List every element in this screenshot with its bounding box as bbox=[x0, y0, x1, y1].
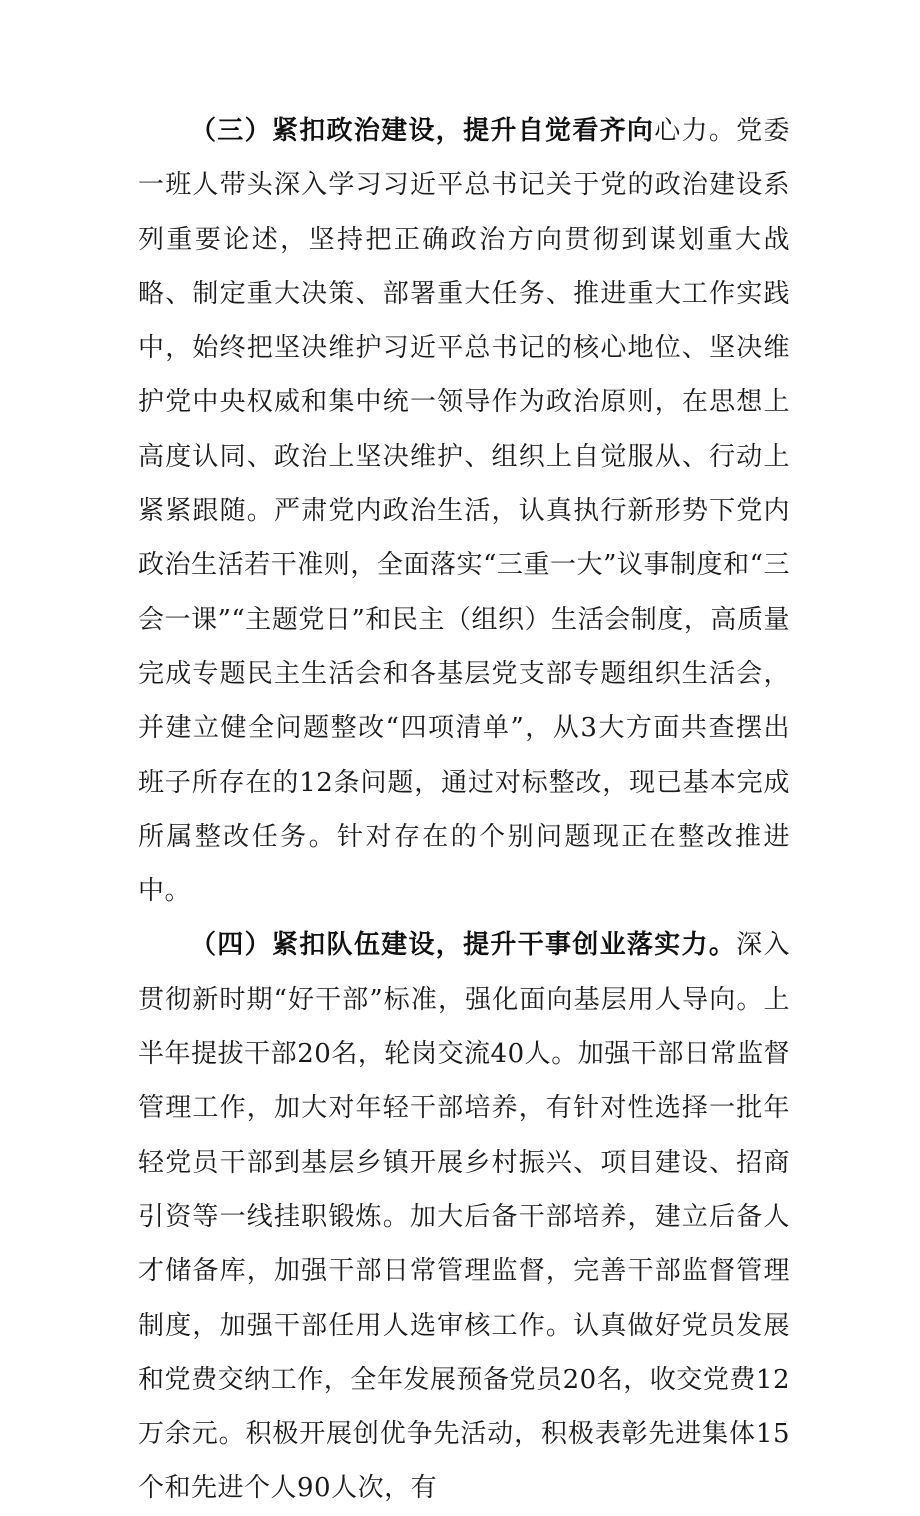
paragraph-heading: （三）紧扣政治建设，提升自觉看齐向 bbox=[190, 116, 655, 146]
paragraph-text: 心力。党委一班人带头深入学习习近平总书记关于党的政治建设系列重要论述，坚持把正确政治方向贯彻到谋划重大战略、制定重大决策、部署重大任务、推进重大工作实践中，始终把坚决维护习近平总书记的核心地位、坚决维护党中央权威和集中统一领导作为政治原则，在思想上高度认同、政治上坚决维护、组织上自觉服从、行动上紧紧跟随。严肃党内政治生活，认真执行新形势下党内政治生活若干准则，全面落实“三重一大”议事制度和“三会一课”“主题党日”和民主（组织）生活会制度，高质量完成专题民主生活会和各基层党支部专题组织生活会，并建立健全问题整改“四项清单”，从3大方面共查摆出班子所存在的12条问题，通过对标整改，现已基本完成所属整改任务。针对存在的个别问题现正在整改推进中。 bbox=[138, 116, 790, 907]
paragraph-political-construction bbox=[138, 104, 790, 918]
document-body bbox=[138, 104, 790, 1516]
paragraph-heading: （四）紧扣队伍建设，提升干事创业落实力。 bbox=[190, 930, 737, 961]
paragraph-text: 深入贯彻新时期“好干部”标准，强化面向基层用人导向。上半年提拔干部20名，轮岗交流40人。加强干部日常监督管理工作，加大对年轻干部培养，有针对性选择一批年轻党员干部到基层乡镇开展乡村振兴、项目建设、招商引资等一线挂职锻炼。加大后备干部培养，建立后备人才储备库，加强干部日常管理监督，完善干部监督管理制度，加强干部任用人选审核工作。认真做好党员发展和党费交纳工作，全年发展预备党员20名，收交党费12万余元。积极开展创优争先活动，积极表彰先进集体15个和先进个人90人次，有 bbox=[138, 930, 790, 1504]
paragraph-team-construction bbox=[138, 918, 790, 1515]
